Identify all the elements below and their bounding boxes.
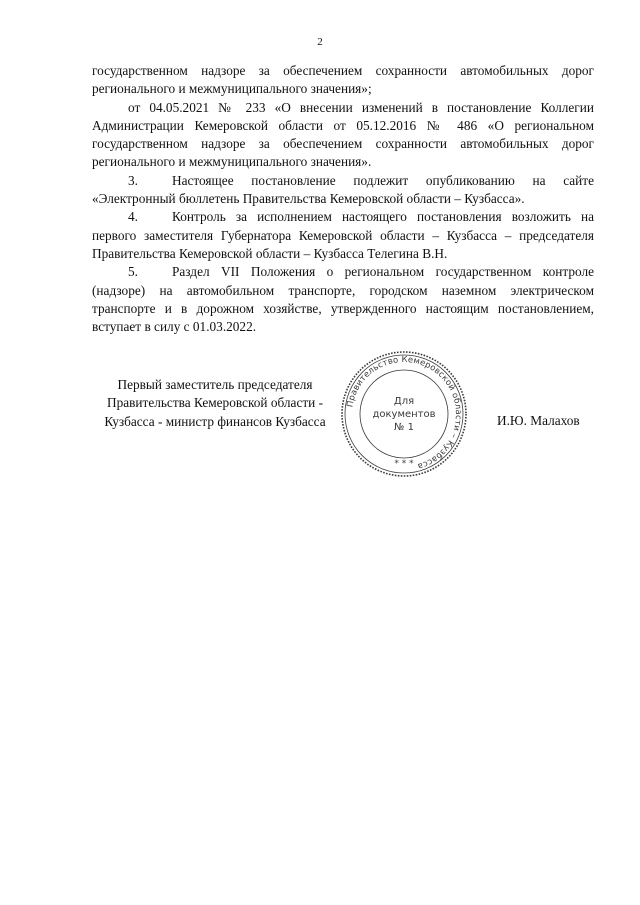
seal-stars: * * *: [394, 459, 414, 469]
document-body: [92, 62, 594, 336]
list-item-text: Контроль за исполнением настоящего постановления возложить на первого заместителя Губернатора Кемеровской области – Кузбасса – председателя Правительства Кемеровской области – Кузбасса Телегина В.Н.: [92, 209, 594, 261]
list-item-3: [92, 172, 594, 209]
signatory-name: И.Ю. Малахов: [497, 413, 580, 428]
official-seal-stamp: [338, 348, 470, 480]
seal-center-text: Для: [393, 396, 415, 407]
page-number: 2: [317, 36, 323, 48]
seal-ring-text: Правительство Кемеровской области – Кузбасса: [344, 353, 465, 473]
list-item-5: [92, 263, 594, 336]
seal-center-text: № 1: [394, 422, 414, 433]
signatory-position-line: Правительства Кемеровской области -: [106, 395, 324, 411]
seal-center-text: документов: [372, 409, 436, 420]
list-item-number: 5.: [128, 264, 138, 280]
paragraph-continuation: государственном надзоре за обеспечением сохранности автомобильных дорог регионального и межмуниципального значения»;: [92, 63, 594, 97]
list-item-number: 3.: [128, 172, 138, 188]
signatory-position-line: Кузбасса - министр финансов Кузбасса: [104, 413, 326, 429]
list-item-text: Раздел VII Положения о региональном государственном контроле (надзоре) на автомобильном транспорте, городском наземном электрическом транспорте и в дорожном хозяйстве, утвержденного настоящим постановлением, вступает в силу с 01.03.2022.: [92, 264, 594, 335]
signatory-position-line: Первый заместитель председателя: [117, 377, 313, 392]
list-item-text: Настоящее постановление подлежит опубликованию на сайте «Электронный бюллетень Правительства Кемеровской области – Кузбасса».: [92, 172, 594, 207]
list-item-number: 4.: [128, 209, 138, 225]
signatory-position: [84, 376, 346, 431]
list-item-4: [92, 208, 594, 263]
paragraph-amendment: от 04.05.2021 № 233 «О внесении изменений в постановление Коллегии Администрации Кемеровской области от 05.12.2016 № 486 «О региональном государственном надзоре за обеспечением сохранности автомобильных дорог регионального и межмуниципального значения».: [92, 99, 594, 170]
